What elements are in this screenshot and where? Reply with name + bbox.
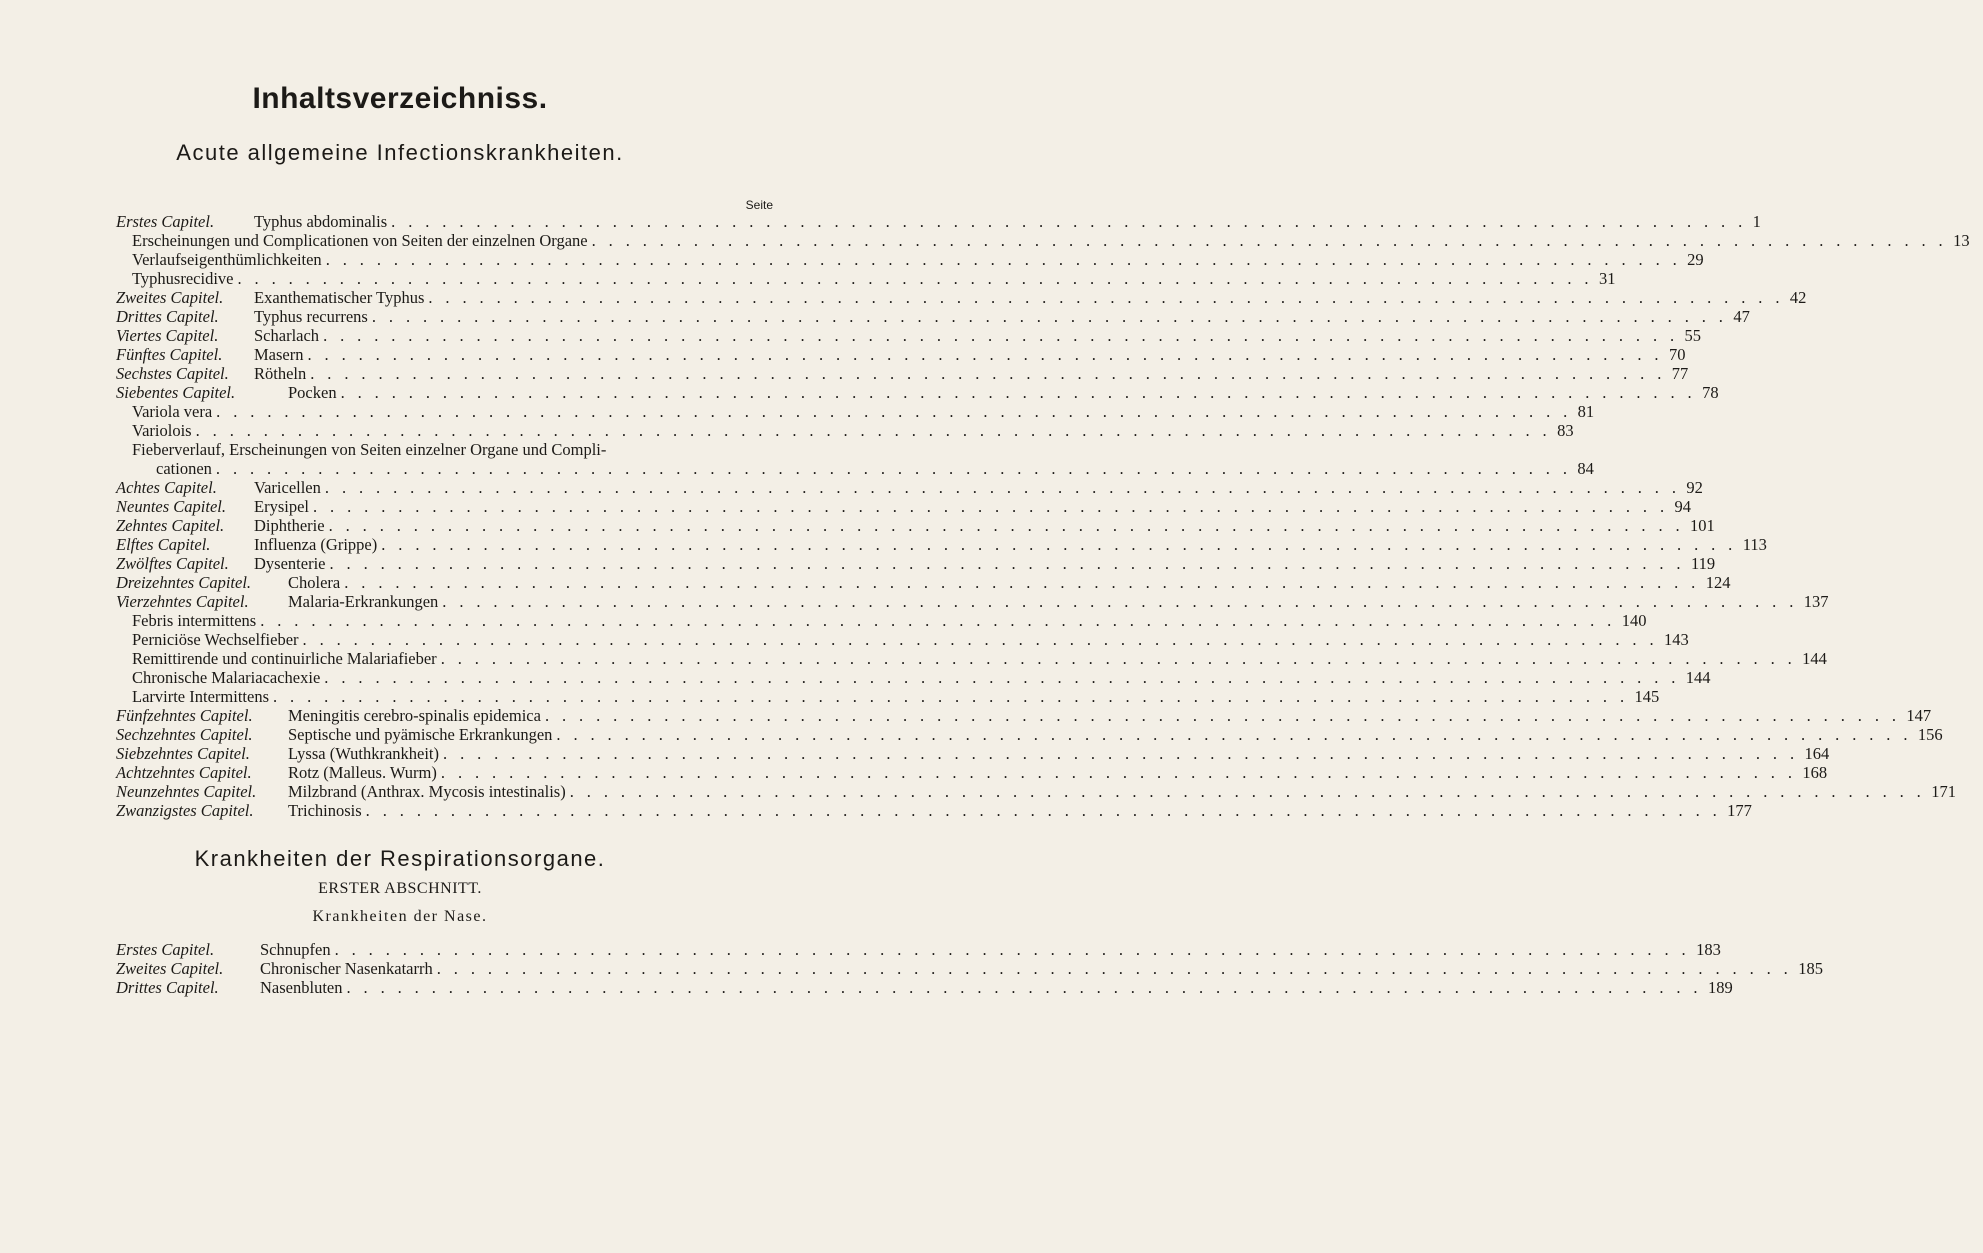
toc-entry-label <box>116 383 337 402</box>
page-number: 78 <box>1702 383 1719 402</box>
entry-title: Exanthematischer Typhus <box>254 288 425 307</box>
entry-title: Remittirende und continuirliche Malariafieber <box>132 649 437 668</box>
dot-leader: . . . . . . . . . . . . . . . . . . . . . . . . . . . . . . . . . . . . . . . . . . . . . . . . . . . . . . . . . . . . . . . . . . . . . . . . . . . . . . . . <box>440 763 1797 782</box>
toc-entry-label <box>116 706 541 725</box>
entry-title: Fieberverlauf, Erscheinungen von Seiten einzelner Organe und Compli- <box>132 440 607 459</box>
toc-entry <box>116 288 1807 307</box>
toc-entry <box>116 763 1828 782</box>
entry-title: Perniciöse Wechselfieber <box>132 630 299 649</box>
toc-entry-label <box>116 649 437 668</box>
toc-entry-label <box>116 326 319 345</box>
toc-entry <box>116 940 1721 959</box>
page-number: 101 <box>1690 516 1715 535</box>
toc-entry-label <box>116 535 377 554</box>
toc-entry <box>116 497 1691 516</box>
dot-leader: . . . . . . . . . . . . . . . . . . . . . . . . . . . . . . . . . . . . . . . . . . . . . . . . . . . . . . . . . . . . . . . . . . . . . . . . . . . . . . . . <box>302 630 1658 649</box>
page-number: 177 <box>1727 801 1752 820</box>
toc-entry <box>116 345 1686 364</box>
chapter-label: Fünftes Capitel. <box>116 345 223 364</box>
page-title: Inhaltsverzeichniss. <box>252 82 548 115</box>
chapter-label: Drittes Capitel. <box>116 307 219 326</box>
page-number: 168 <box>1802 763 1828 782</box>
entry-title: Chronische Malariacachexie <box>132 668 321 687</box>
toc-entry-label <box>116 801 362 820</box>
chapter-label: Drittes Capitel. <box>116 978 219 997</box>
chapter-label: Fünfzehntes Capitel. <box>116 706 253 725</box>
page-number: 77 <box>1671 364 1689 383</box>
toc-entry <box>116 649 1827 668</box>
entry-title: Schnupfen <box>260 940 331 959</box>
toc-entry <box>116 687 1660 706</box>
entry-title: Trichinosis <box>288 801 362 820</box>
entry-title: Nasenbluten <box>260 978 343 997</box>
toc-entry <box>116 978 1733 997</box>
entry-title: Variola vera <box>132 402 213 421</box>
dot-leader: . . . . . . . . . . . . . . . . . . . . . . . . . . . . . . . . . . . . . . . . . . . . . . . . . . . . . . . . . . . . . . . . . . . . . . . . . . . . . . . . <box>195 421 1552 440</box>
toc-entry-label <box>116 478 321 497</box>
page-number: 140 <box>1621 611 1647 630</box>
toc-entry-label <box>116 459 212 478</box>
page-number: 81 <box>1577 402 1595 421</box>
dot-leader: . . . . . . . . . . . . . . . . . . . . . . . . . . . . . . . . . . . . . . . . . . . . . . . . . . . . . . . . . . . . . . . . . . . . . . . . . . . . . . . . <box>325 250 1682 269</box>
page-number: 84 <box>1577 459 1594 478</box>
dot-leader: . . . . . . . . . . . . . . . . . . . . . . . . . . . . . . . . . . . . . . . . . . . . . . . . . . . . . . . . . . . . . . . . . . . . . . . . . . . . . . . . <box>569 782 1926 801</box>
entry-title: Pocken <box>288 383 337 402</box>
toc-entry <box>116 421 1574 440</box>
dot-leader: . . . . . . . . . . . . . . . . . . . . . . . . . . . . . . . . . . . . . . . . . . . . . . . . . . . . . . . . . . . . . . . . . . . . . . . . . . . . . . . . <box>216 402 1572 421</box>
entry-title: Diphtherie <box>254 516 325 535</box>
seite-label: Seite <box>745 198 773 212</box>
chapter-label: Achtzehntes Capitel. <box>116 763 252 782</box>
dot-leader: . . . . . . . . . . . . . . . . . . . . . . . . . . . . . . . . . . . . . . . . . . . . . . . . . . . . . . . . . . . . . . . . . . . . . . . . . . . . . . . . <box>324 478 1681 497</box>
toc-entry-label <box>116 307 368 326</box>
entry-title: Masern <box>254 345 304 364</box>
toc-entry-label <box>116 440 606 459</box>
page-number: 42 <box>1789 288 1807 307</box>
toc-entry-label <box>116 725 552 744</box>
dot-leader: . . . . . . . . . . . . . . . . . . . . . . . . . . . . . . . . . . . . . . . . . . . . . . . . . . . . . . . . . . . . . . . . . . . . . . . . . . . . . . . . <box>334 940 1691 959</box>
entry-title: Meningitis cerebro-spinalis epidemica <box>288 706 541 725</box>
entry-title: Febris intermittens <box>132 611 257 630</box>
dot-leader: . . . . . . . . . . . . . . . . . . . . . . . . . . . . . . . . . . . . . . . . . . . . . . . . . . . . . . . . . . . . . . . . . . . . . . . . . . . . . . . . <box>323 326 1679 345</box>
page-number: 113 <box>1742 535 1767 554</box>
dot-leader: . . . . . . . . . . . . . . . . . . . . . . . . . . . . . . . . . . . . . . . . . . . . . . . . . . . . . . . . . . . . . . . . . . . . . . . . . . . . . . . . <box>442 592 1798 611</box>
chapter-label: Vierzehntes Capitel. <box>116 592 249 611</box>
section-title-infections: Acute allgemeine Infectionskrankheiten. <box>176 140 624 165</box>
entry-title: Septische und pyämische Erkrankungen <box>288 725 553 744</box>
entry-title: Rotz (Malleus. Wurm) <box>288 763 437 782</box>
toc-entry-label <box>116 782 566 801</box>
toc-entry <box>116 459 1594 478</box>
dot-leader: . . . . . . . . . . . . . . . . . . . . . . . . . . . . . . . . . . . . . . . . . . . . . . . . . . . . . . . . . . . . . . . . . . . . . . . . . . . . . . . . <box>215 459 1572 478</box>
dot-leader: . . . . . . . . . . . . . . . . . . . . . . . . . . . . . . . . . . . . . . . . . . . . . . . . . . . . . . . . . . . . . . . . . . . . . . . . . . . . . . . . <box>329 554 1685 573</box>
toc-section-infections <box>116 212 1970 820</box>
section-title-respiration: Krankheiten der Respirationsorgane. <box>194 846 606 871</box>
entry-title: Erysipel <box>254 497 309 516</box>
dot-leader: . . . . . . . . . . . . . . . . . . . . . . . . . . . . . . . . . . . . . . . . . . . . . . . . . . . . . . . . . . . . . . . . . . . . . . . . . . . . . . . . <box>340 383 1697 402</box>
toc-entry-label <box>116 744 439 763</box>
dot-leader: . . . . . . . . . . . . . . . . . . . . . . . . . . . . . . . . . . . . . . . . . . . . . . . . . . . . . . . . . . . . . . . . . . . . . . . . . . . . . . . . <box>310 364 1666 383</box>
toc-entry <box>116 212 1761 231</box>
page-number: 144 <box>1685 668 1711 687</box>
chapter-label: Sechstes Capitel. <box>116 364 229 383</box>
toc-entry-label <box>116 250 322 269</box>
toc-entry <box>116 440 761 459</box>
toc-section-nose <box>116 940 1823 997</box>
entry-title: Variolois <box>132 421 192 440</box>
chapter-label: Zwanzigstes Capitel. <box>116 801 254 820</box>
page-number: 145 <box>1634 687 1660 706</box>
page-number: 13 <box>1953 231 1970 250</box>
toc-entry <box>116 478 1703 497</box>
page-number: 70 <box>1668 345 1686 364</box>
dot-leader: . . . . . . . . . . . . . . . . . . . . . . . . . . . . . . . . . . . . . . . . . . . . . . . . . . . . . . . . . . . . . . . . . . . . . . . . . . . . . . . . <box>324 668 1680 687</box>
page-number: 92 <box>1686 478 1703 497</box>
entry-title: Dysenterie <box>254 554 326 573</box>
entry-title: Typhus abdominalis <box>254 212 388 231</box>
toc-entry-label <box>116 212 387 231</box>
page-number: 147 <box>1906 706 1932 725</box>
chapter-label: Zweites Capitel. <box>116 288 224 307</box>
dot-leader: . . . . . . . . . . . . . . . . . . . . . . . . . . . . . . . . . . . . . . . . . . . . . . . . . . . . . . . . . . . . . . . . . . . . . . . . . . . . . . . . <box>440 649 1797 668</box>
toc-entry <box>116 744 1830 763</box>
toc-entry <box>116 250 1704 269</box>
dot-leader: . . . . . . . . . . . . . . . . . . . . . . . . . . . . . . . . . . . . . . . . . . . . . . . . . . . . . . . . . . . . . . . . . . . . . . . . . . . . . . . . <box>436 959 1793 978</box>
toc-entry-label <box>116 345 303 364</box>
dot-leader: . . . . . . . . . . . . . . . . . . . . . . . . . . . . . . . . . . . . . . . . . . . . . . . . . . . . . . . . . . . . . . . . . . . . . . . . . . . . . . . . <box>237 269 1593 288</box>
dot-leader: . . . . . . . . . . . . . . . . . . . . . . . . . . . . . . . . . . . . . . . . . . . . . . . . . . . . . . . . . . . . . . . . . . . . . . . . . . . . . . . . <box>544 706 1901 725</box>
page-number: 124 <box>1705 573 1731 592</box>
toc-entry-label <box>116 497 309 516</box>
toc-entry-label <box>116 592 438 611</box>
dot-leader: . . . . . . . . . . . . . . . . . . . . . . . . . . . . . . . . . . . . . . . . . . . . . . . . . . . . . . . . . . . . . . . . . . . . . . . . . . . . . . . . <box>260 611 1616 630</box>
toc-entry-label <box>116 687 269 706</box>
toc-entry-label <box>116 364 306 383</box>
page-number: 47 <box>1733 307 1750 326</box>
page-number: 144 <box>1802 649 1827 668</box>
toc-entry-label <box>116 516 325 535</box>
dot-leader: . . . . . . . . . . . . . . . . . . . . . . . . . . . . . . . . . . . . . . . . . . . . . . . . . . . . . . . . . . . . . . . . . . . . . . . . . . . . . . . . <box>307 345 1663 364</box>
page-number: 171 <box>1931 782 1956 801</box>
chapter-label: Erstes Capitel. <box>116 212 215 231</box>
page-number: 55 <box>1684 326 1702 345</box>
toc-entry-label <box>116 554 325 573</box>
entry-title: Typhusrecidive <box>132 269 234 288</box>
page-number: 156 <box>1917 725 1943 744</box>
toc-entry <box>116 573 1731 592</box>
toc-entry <box>116 630 1689 649</box>
toc-entry <box>116 668 1711 687</box>
dot-leader: . . . . . . . . . . . . . . . . . . . . . . . . . . . . . . . . . . . . . . . . . . . . . . . . . . . . . . . . . . . . . . . . . . . . . . . . . . . . . . . . <box>346 978 1702 997</box>
page-number: 119 <box>1690 554 1716 573</box>
page-number: 143 <box>1664 630 1689 649</box>
toc-entry <box>116 307 1750 326</box>
dot-leader: . . . . . . . . . . . . . . . . . . . . . . . . . . . . . . . . . . . . . . . . . . . . . . . . . . . . . . . . . . . . . . . . . . . . . . . . . . . . . . . . <box>365 801 1722 820</box>
page-number: 94 <box>1674 497 1691 516</box>
entry-title: Malaria-Erkrankungen <box>288 592 439 611</box>
toc-entry-label <box>116 668 320 687</box>
dot-leader: . . . . . . . . . . . . . . . . . . . . . . . . . . . . . . . . . . . . . . . . . . . . . . . . . . . . . . . . . . . . . . . . . . . . . . . . . . . . . . . . <box>556 725 1912 744</box>
page-number: 83 <box>1557 421 1574 440</box>
dot-leader: . . . . . . . . . . . . . . . . . . . . . . . . . . . . . . . . . . . . . . . . . . . . . . . . . . . . . . . . . . . . . . . . . . . . . . . . . . . . . . . . <box>313 497 1669 516</box>
entry-title: Influenza (Grippe) <box>254 535 378 554</box>
page-number: 183 <box>1696 940 1721 959</box>
toc-entry <box>116 782 1956 801</box>
toc-entry-label <box>116 573 340 592</box>
toc-entry <box>116 554 1716 573</box>
toc-entry-label <box>116 231 588 250</box>
entry-title: Varicellen <box>254 478 321 497</box>
toc-entry-label <box>116 421 192 440</box>
subsection-title: ERSTER ABSCHNITT. <box>318 880 482 897</box>
entry-title: Chronischer Nasenkatarrh <box>260 959 433 978</box>
chapter-label: Achtes Capitel. <box>116 478 217 497</box>
toc-entry <box>116 706 1932 725</box>
page-number: 31 <box>1598 269 1616 288</box>
dot-leader: . . . . . . . . . . . . . . . . . . . . . . . . . . . . . . . . . . . . . . . . . . . . . . . . . . . . . . . . . . . . . . . . . . . . . . . . . . . . . . . . <box>371 307 1728 326</box>
entry-title: Verlaufseigenthümlichkeiten <box>132 250 322 269</box>
toc-entry <box>116 959 1823 978</box>
chapter-label: Zwölftes Capitel. <box>116 554 229 573</box>
toc-entry <box>116 611 1647 630</box>
page-number: 137 <box>1803 592 1829 611</box>
toc-entry-label <box>116 630 299 649</box>
dot-leader: . . . . . . . . . . . . . . . . . . . . . . . . . . . . . . . . . . . . . . . . . . . . . . . . . . . . . . . . . . . . . . . . . . . . . . . . . . . . . . . . <box>273 687 1629 706</box>
chapter-label: Zweites Capitel. <box>116 959 224 978</box>
dot-leader: . . . . . . . . . . . . . . . . . . . . . . . . . . . . . . . . . . . . . . . . . . . . . . . . . . . . . . . . . . . . . . . . . . . . . . . . . . . . . . . . <box>328 516 1685 535</box>
toc-entry-label <box>116 611 256 630</box>
entry-title: Cholera <box>288 573 341 592</box>
dot-leader: . . . . . . . . . . . . . . . . . . . . . . . . . . . . . . . . . . . . . . . . . . . . . . . . . . . . . . . . . . . . . . . . . . . . . . . . . . . . . . . . <box>591 231 1948 250</box>
page-number: 29 <box>1687 250 1704 269</box>
chapter-label: Siebzehntes Capitel. <box>116 744 250 763</box>
toc-entry <box>116 592 1829 611</box>
toc-entry-label <box>116 402 212 421</box>
page-number: 185 <box>1798 959 1823 978</box>
toc-entry <box>116 725 1943 744</box>
dot-leader: . . . . . . . . . . . . . . . . . . . . . . . . . . . . . . . . . . . . . . . . . . . . . . . . . . . . . . . . . . . . . . . . . . . . . . . . . . . . . . . . <box>443 744 1799 763</box>
chapter-label: Dreizehntes Capitel. <box>116 573 252 592</box>
entry-title: Erscheinungen und Complicationen von Seiten der einzelnen Organe <box>132 231 588 250</box>
page-number: 164 <box>1804 744 1830 763</box>
entry-title: cationen <box>156 459 212 478</box>
toc-entry-label <box>116 959 433 978</box>
entry-title: Larvirte Intermittens <box>132 687 269 706</box>
toc-entry <box>116 516 1715 535</box>
entry-title: Milzbrand (Anthrax. Mycosis intestinalis) <box>288 782 566 801</box>
chapter-label: Elftes Capitel. <box>116 535 211 554</box>
dot-leader: . . . . . . . . . . . . . . . . . . . . . . . . . . . . . . . . . . . . . . . . . . . . . . . . . . . . . . . . . . . . . . . . . . . . . . . . . . . . . . . . <box>344 573 1700 592</box>
toc-entry-label <box>116 269 233 288</box>
dot-leader: . . . . . . . . . . . . . . . . . . . . . . . . . . . . . . . . . . . . . . . . . . . . . . . . . . . . . . . . . . . . . . . . . . . . . . . . . . . . . . . . <box>391 212 1747 231</box>
toc-entry-label <box>116 940 331 959</box>
dot-leader: . . . . . . . . . . . . . . . . . . . . . . . . . . . . . . . . . . . . . . . . . . . . . . . . . . . . . . . . . . . . . . . . . . . . . . . . . . . . . . . . <box>381 535 1737 554</box>
toc-entry <box>116 269 1616 288</box>
toc-entry <box>116 801 1752 820</box>
toc-entry <box>116 402 1595 421</box>
toc-entry <box>116 231 1970 250</box>
toc-entry <box>116 535 1767 554</box>
page-number: 1 <box>1752 212 1761 231</box>
chapter-label: Sechzehntes Capitel. <box>116 725 253 744</box>
chapter-label: Erstes Capitel. <box>116 940 215 959</box>
subsubsection-title: Krankheiten der Nase. <box>312 908 488 925</box>
toc-entry-label <box>116 288 424 307</box>
toc-entry <box>116 326 1702 345</box>
chapter-label: Neuntes Capitel. <box>116 497 226 516</box>
toc-entry-label <box>116 978 342 997</box>
chapter-label: Viertes Capitel. <box>116 326 219 345</box>
toc-entry-label <box>116 763 437 782</box>
chapter-label: Siebentes Capitel. <box>116 383 236 402</box>
toc-entry <box>116 383 1719 402</box>
chapter-label: Neunzehntes Capitel. <box>116 782 257 801</box>
entry-title: Typhus recurrens <box>254 307 368 326</box>
page-number: 189 <box>1707 978 1733 997</box>
entry-title: Scharlach <box>254 326 320 345</box>
dot-leader: . . . . . . . . . . . . . . . . . . . . . . . . . . . . . . . . . . . . . . . . . . . . . . . . . . . . . . . . . . . . . . . . . . . . . . . . . . . . . . . . <box>428 288 1784 307</box>
entry-title: Lyssa (Wuthkrankheit) <box>288 744 440 763</box>
toc-entry <box>116 364 1689 383</box>
chapter-label: Zehntes Capitel. <box>116 516 225 535</box>
entry-title: Rötheln <box>254 364 307 383</box>
